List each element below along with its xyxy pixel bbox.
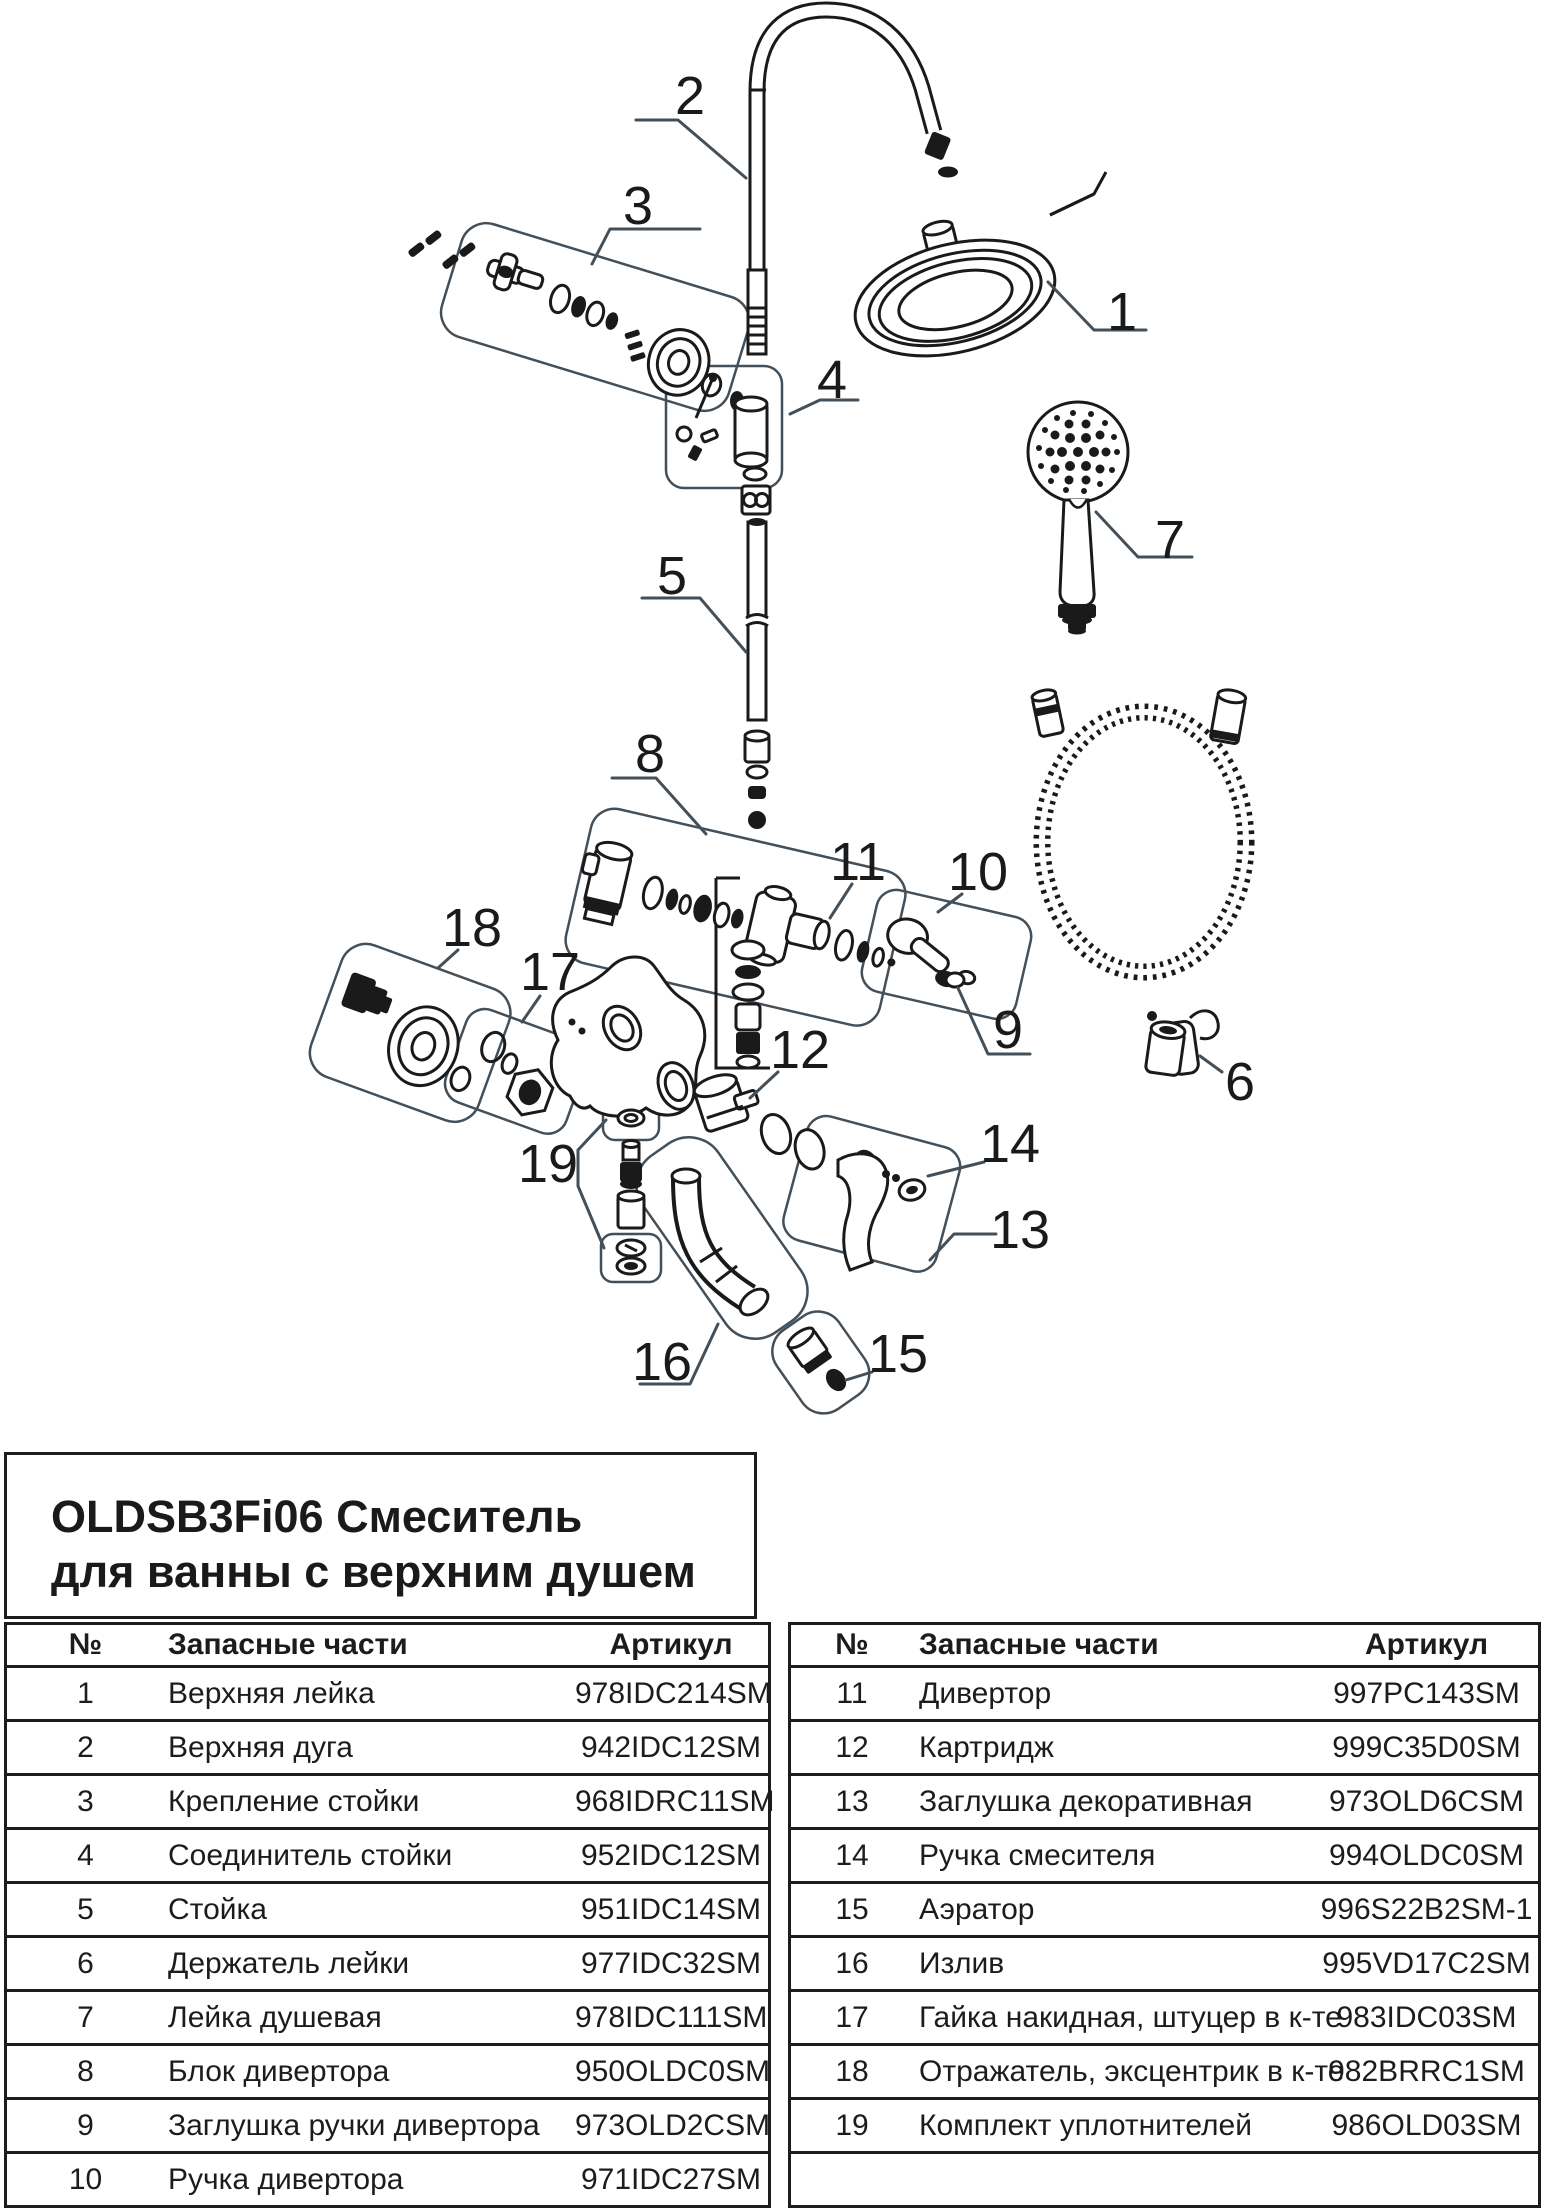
cell-article: 996S22B2SM-1 [1315,1883,1540,1937]
table-row [790,1883,1540,1937]
cell-article: 995VD17C2SM [1315,1937,1540,1991]
leader-14 [928,1162,984,1176]
table-row [6,2045,770,2099]
callout-8: 8 [634,724,666,784]
cell-article: 978IDC111SM [574,1991,770,2045]
cell-name: Комплект уплотнителей [913,2099,1315,2153]
callout-9: 9 [992,1000,1024,1060]
part-18-escutcheon [323,972,491,1103]
cell-article: 950OLDC0SM [574,2045,770,2099]
cell-num: 9 [6,2099,165,2153]
part-13-decor-cap [897,1177,927,1203]
cell-article: 978IDC214SM [574,1667,770,1721]
cell-num: 11 [790,1667,914,1721]
callout-7: 7 [1154,510,1186,570]
cell-name: Лейка душевая [164,1991,574,2045]
cell-name: Аэратор [913,1883,1315,1937]
cell-num: 8 [6,2045,165,2099]
cell-name: Отражатель, эксцентрик в к-те [913,2045,1315,2099]
table-row [6,1775,770,1829]
cell-name: Ручка дивертора [164,2153,574,2207]
callout-1: 1 [1106,282,1138,342]
spare-parts-table-right [788,1622,1541,2208]
callout-17: 17 [519,942,581,1002]
header-num: № [6,1624,165,1667]
cell-num: 15 [790,1883,914,1937]
cell-num: 17 [790,1991,914,2045]
cell-article: 971IDC27SM [574,2153,770,2207]
cell-num: 18 [790,2045,914,2099]
cell-article: 983IDC03SM [1315,1991,1540,2045]
part-10-diverter-handle [879,915,985,993]
callout-16: 16 [631,1332,693,1392]
part-16-spout [672,1169,773,1320]
part-9-plug [946,973,964,987]
table-row [6,2153,770,2207]
cell-num: 19 [790,2099,914,2153]
callout-18: 18 [441,898,503,958]
cell-num: 4 [6,1829,165,1883]
cell-num: 1 [6,1667,165,1721]
cell-name: Гайка накидная, штуцер в к-те [913,1991,1315,2045]
callout-12: 12 [769,1020,831,1080]
cell-name: Заглушка декоративная [913,1775,1315,1829]
header-name: Запасные части [913,1624,1315,1667]
cell-article: 977IDC32SM [574,1937,770,1991]
cell-article: 999C35D0SM [1315,1721,1540,1775]
product-title-box [4,1452,757,1619]
callout-3: 3 [622,176,654,236]
cell-num [790,2153,914,2207]
table-header-row [790,1624,1540,1667]
cell-name: Дивертор [913,1667,1315,1721]
leader-6 [1200,1056,1222,1072]
spare-parts-table-left [4,1622,775,2208]
spare-parts-tables [4,1622,1542,2208]
callout-13: 13 [989,1200,1051,1260]
cell-num: 5 [6,1883,165,1937]
cell-name: Стойка [164,1883,574,1937]
part-17-union-nut [464,1029,564,1122]
callout-2: 2 [674,66,706,126]
shower-hose [1031,688,1247,972]
cell-article: 952IDC12SM [574,1829,770,1883]
table-row [790,1721,1540,1775]
cell-article: 951IDC14SM [574,1883,770,1937]
cell-article: 986OLD03SM [1315,2099,1540,2153]
callout-5: 5 [656,546,688,606]
cell-name: Излив [913,1937,1315,1991]
cell-article: 973OLD6CSM [1315,1775,1540,1829]
callout-14: 14 [979,1114,1041,1174]
cell-name: Блок дивертора [164,2045,574,2099]
leader-5 [642,598,746,652]
part-14-mixer-handle [791,1126,900,1270]
cell-name: Верхняя дуга [164,1721,574,1775]
cell-name: Крепление стойки [164,1775,574,1829]
cell-article: 942IDC12SM [574,1721,770,1775]
leader-2 [636,120,746,178]
header-article: Артикул [574,1624,770,1667]
group-outlines [303,217,1036,1424]
table-row [790,1991,1540,2045]
part-6-shower-holder [1145,1011,1218,1076]
table-row [790,1937,1540,1991]
callout-15: 15 [867,1324,929,1384]
header-name: Запасные части [164,1624,574,1667]
callout-10: 10 [947,842,1009,902]
table-row [790,1667,1540,1721]
cell-name: Картридж [913,1721,1315,1775]
cell-num: 6 [6,1937,165,1991]
table-row [790,1829,1540,1883]
cell-name: Соединитель стойки [164,1829,574,1883]
cell-num: 13 [790,1775,914,1829]
table-row [6,2099,770,2153]
part-7-hand-shower [1028,402,1128,635]
part-1-top-shower-head [837,167,1106,376]
cell-name: Держатель лейки [164,1937,574,1991]
cell-num: 7 [6,1991,165,2045]
callout-19: 19 [517,1134,579,1194]
table-row [6,1829,770,1883]
cell-num: 14 [790,1829,914,1883]
callout-4: 4 [816,350,848,410]
table-row [6,1937,770,1991]
cell-name: Верхняя лейка [164,1667,574,1721]
callout-11: 11 [829,832,887,892]
callout-6: 6 [1224,1052,1256,1112]
part-5-pole [745,518,769,829]
part-4-pole-connector [677,374,770,514]
product-title-line1: OLDSB3Fi06 Смеситель [51,1491,583,1542]
table-header-row [6,1624,770,1667]
leader-19 [578,1120,606,1248]
table-row [790,1775,1540,1829]
product-title-line2: для ванны с верхним душем [51,1546,696,1597]
table-row [790,2099,1540,2153]
cell-num: 12 [790,1721,914,1775]
cell-name: Ручка смесителя [913,1829,1315,1883]
table-row [6,1721,770,1775]
header-article: Артикул [1315,1624,1540,1667]
cell-article: 968IDRC11SM [574,1775,770,1829]
cell-num: 10 [6,2153,165,2207]
cell-num: 3 [6,1775,165,1829]
table-row [790,2045,1540,2099]
cell-article: 994OLDC0SM [1315,1829,1540,1883]
cell-num: 16 [790,1937,914,1991]
empty-row [790,2153,1540,2207]
table-row [6,1883,770,1937]
cell-article: 973OLD2CSM [574,2099,770,2153]
cell-article: 997PC143SM [1315,1667,1540,1721]
part-15-aerator [785,1324,850,1395]
cell-name [913,2153,1315,2207]
cell-article: 982BRRC1SM [1315,2045,1540,2099]
cell-num: 2 [6,1721,165,1775]
table-row [6,1991,770,2045]
part-19-seal-kit [617,1110,645,1274]
cell-article [1315,2153,1540,2207]
spacer [1050,194,1094,215]
cell-name: Заглушка ручки дивертора [164,2099,574,2153]
header-num: № [790,1624,914,1667]
table-row [6,1667,770,1721]
